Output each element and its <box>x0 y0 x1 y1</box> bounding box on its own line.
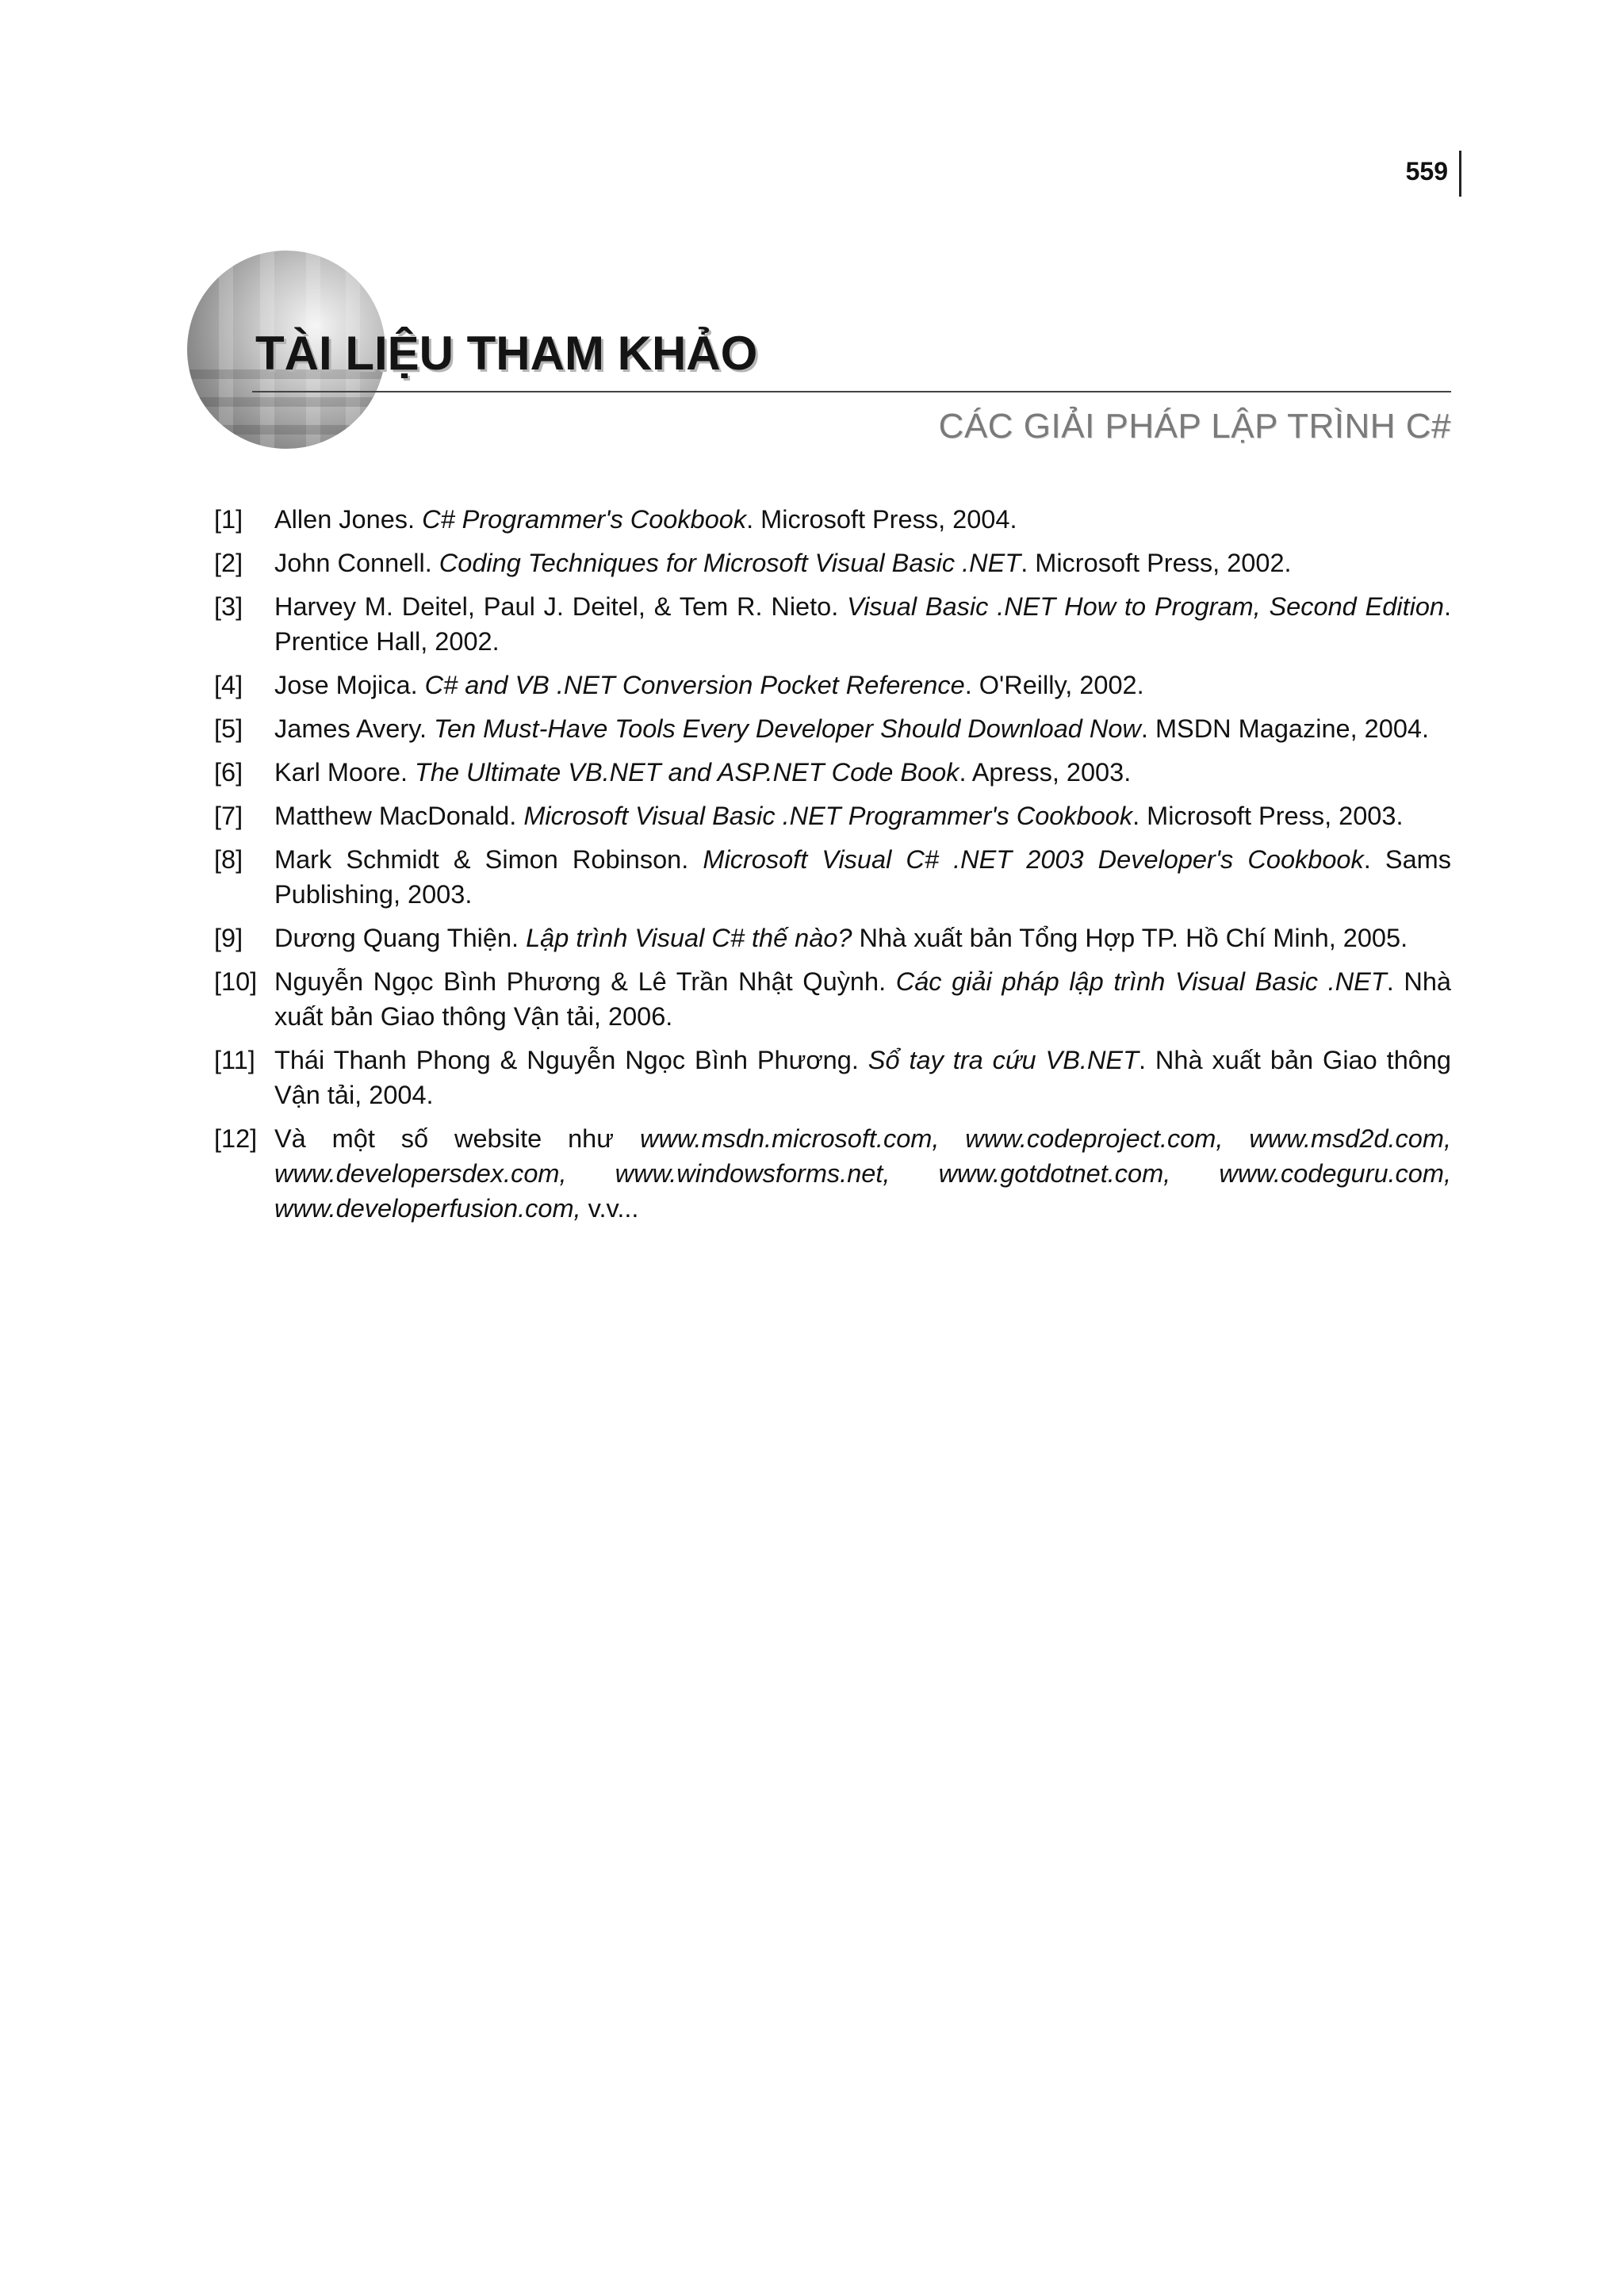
reference-text <box>274 668 1451 702</box>
reference-text <box>274 798 1451 833</box>
reference-text <box>274 842 1451 912</box>
reference-item <box>214 668 1451 702</box>
reference-title: Các giải pháp lập trình Visual Basic .NET <box>895 967 1387 996</box>
reference-item <box>214 1043 1451 1112</box>
reference-author: Matthew MacDonald. <box>274 802 524 830</box>
reference-author: James Avery. <box>274 714 435 743</box>
reference-publisher: . Microsoft Press, 2004. <box>746 505 1017 534</box>
chapter-title: TÀI LIỆU THAM KHẢO <box>255 327 758 380</box>
reference-item <box>214 1121 1451 1226</box>
page-number: 559 <box>1405 157 1448 186</box>
reference-text <box>274 589 1451 659</box>
reference-websites: www.msdn.microsoft.com, www.codeproject.com, www.msd2d.com, www.developersdex.com, www.windowsforms.net, www.gotdotnet.com, www.codeguru.com, www.developerfusion.com, <box>274 1124 1451 1223</box>
reference-author: Thái Thanh Phong & Nguyễn Ngọc Bình Phương. <box>274 1046 868 1074</box>
reference-item <box>214 798 1451 833</box>
reference-text <box>274 711 1451 746</box>
reference-number: [10] <box>214 967 258 996</box>
book-title: CÁC GIẢI PHÁP LẬP TRÌNH C# <box>938 407 1451 446</box>
reference-number: [2] <box>214 549 243 577</box>
title-rule <box>252 391 1451 392</box>
reference-author: Dương Quang Thiện. <box>274 924 527 952</box>
page-number-rule <box>1459 151 1461 197</box>
reference-number: [5] <box>214 714 243 743</box>
reference-number: [11] <box>214 1046 255 1074</box>
reference-item <box>214 711 1451 746</box>
reference-publisher: . Microsoft Press, 2002. <box>1021 549 1292 577</box>
reference-publisher: . Prentice Hall, 2002. <box>274 592 1451 656</box>
reference-author: Mark Schmidt & Simon Robinson. <box>274 845 703 874</box>
reference-author: John Connell. <box>274 549 439 577</box>
reference-publisher: . Nhà xuất bản Giao thông Vận tải, 2006. <box>274 967 1451 1031</box>
reference-number: [8] <box>214 845 243 874</box>
reference-item <box>214 589 1451 659</box>
reference-number: [7] <box>214 802 243 830</box>
reference-text <box>274 921 1451 955</box>
reference-number: [3] <box>214 592 243 621</box>
reference-title: Coding Techniques for Microsoft Visual Basic .NET <box>439 549 1021 577</box>
reference-title: Lập trình Visual C# thế nào? <box>526 924 852 952</box>
reference-author: Jose Mojica. <box>274 671 425 699</box>
reference-text <box>274 545 1451 580</box>
reference-number: [6] <box>214 758 243 787</box>
reference-etc: v.v... <box>580 1194 639 1223</box>
reference-number: [4] <box>214 671 243 699</box>
reference-title: Visual Basic .NET How to Program, Second Edition <box>847 592 1444 621</box>
reference-title: The Ultimate VB.NET and ASP.NET Code Book <box>415 758 959 787</box>
reference-author: Karl Moore. <box>274 758 416 787</box>
reference-title: C# and VB .NET Conversion Pocket Reference <box>424 671 965 699</box>
reference-text <box>274 755 1451 790</box>
reference-title: Sổ tay tra cứu VB.NET <box>868 1046 1139 1074</box>
reference-publisher: . Nhà xuất bản Giao thông Vận tải, 2004. <box>274 1046 1451 1109</box>
reference-author: Và một số website như <box>274 1124 640 1153</box>
reference-number: [12] <box>214 1124 258 1153</box>
reference-number: [1] <box>214 505 243 534</box>
reference-item <box>214 921 1451 955</box>
reference-publisher: . Apress, 2003. <box>959 758 1132 787</box>
reference-title: Ten Must-Have Tools Every Developer Should Download Now <box>434 714 1141 743</box>
reference-text <box>274 964 1451 1034</box>
reference-title: Microsoft Visual C# .NET 2003 Developer's Cookbook <box>703 845 1364 874</box>
reference-publisher: Nhà xuất bản Tổng Hợp TP. Hồ Chí Minh, 2005. <box>852 924 1408 952</box>
reference-author: Nguyễn Ngọc Bình Phương & Lê Trần Nhật Quỳnh. <box>274 967 896 996</box>
reference-item <box>214 545 1451 580</box>
reference-text <box>274 1121 1451 1226</box>
reference-item <box>214 842 1451 912</box>
reference-item <box>214 755 1451 790</box>
reference-publisher: . Sams Publishing, 2003. <box>274 845 1451 909</box>
reference-title: Microsoft Visual Basic .NET Programmer's Cookbook <box>523 802 1133 830</box>
reference-title: C# Programmer's Cookbook <box>422 505 747 534</box>
reference-publisher: . MSDN Magazine, 2004. <box>1140 714 1429 743</box>
reference-list <box>214 502 1451 1235</box>
reference-author: Allen Jones. <box>274 505 423 534</box>
reference-text <box>274 502 1451 537</box>
reference-publisher: . O'Reilly, 2002. <box>964 671 1144 699</box>
reference-author: Harvey M. Deitel, Paul J. Deitel, & Tem R. Nieto. <box>274 592 848 621</box>
reference-publisher: . Microsoft Press, 2003. <box>1132 802 1404 830</box>
reference-item <box>214 502 1451 537</box>
reference-item <box>214 964 1451 1034</box>
reference-text <box>274 1043 1451 1112</box>
reference-number: [9] <box>214 924 243 952</box>
